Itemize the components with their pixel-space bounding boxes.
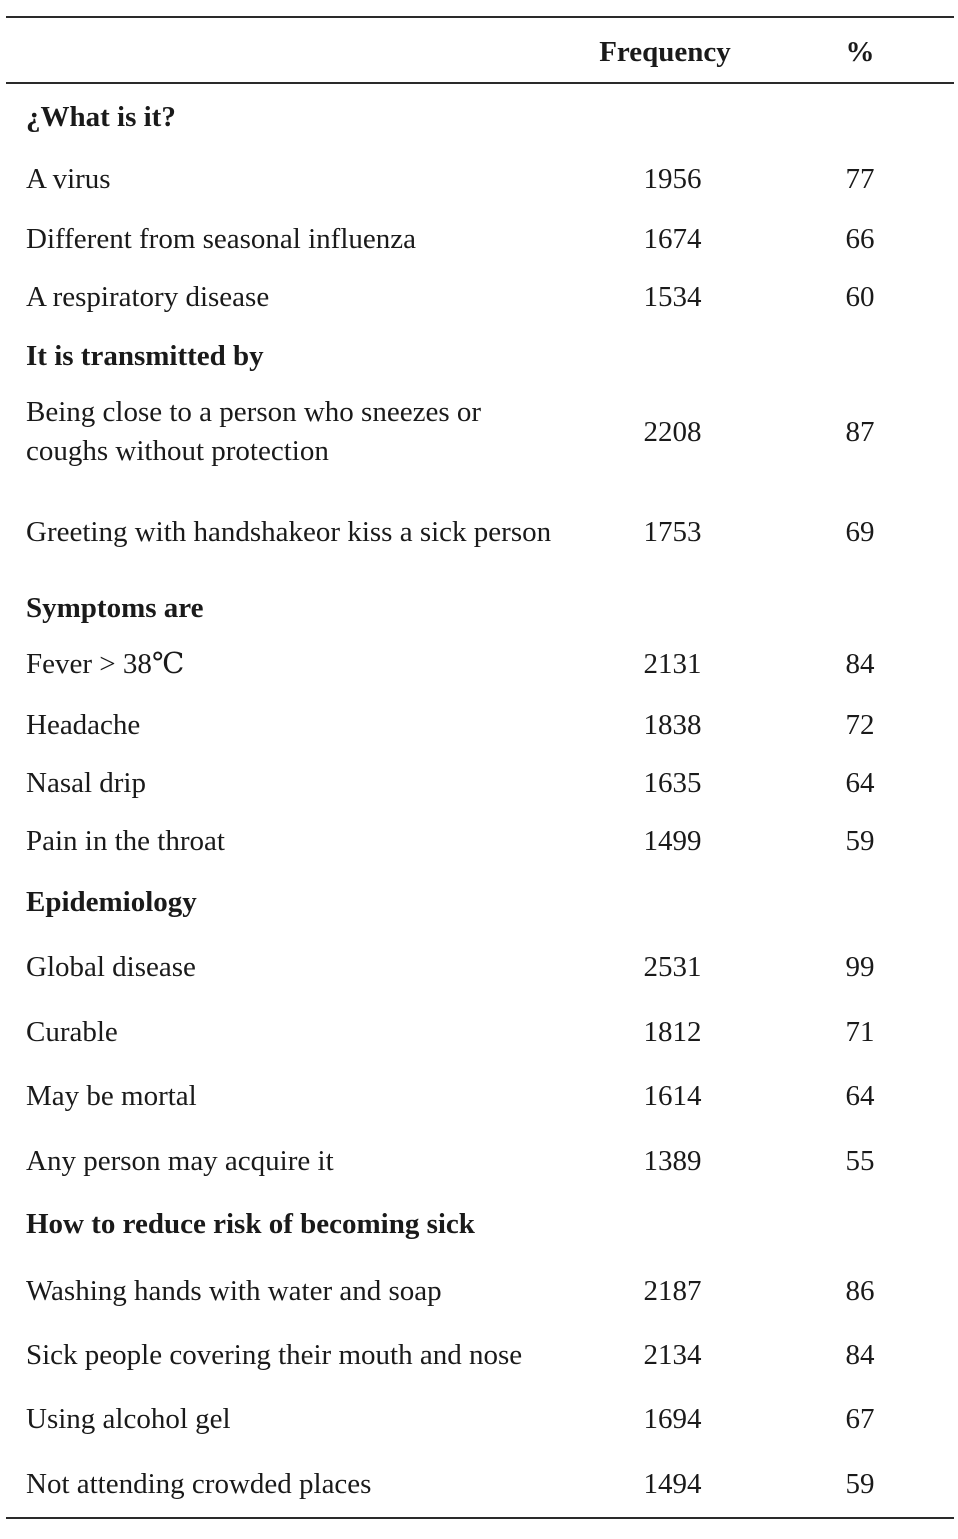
frequency-cell: 1838 — [643, 708, 702, 741]
row-label: Any person may acquire it — [26, 1144, 334, 1177]
table-row — [0, 639, 958, 689]
table-row — [0, 816, 958, 866]
percent-cell: 69 — [845, 515, 875, 548]
percent-cell: 64 — [845, 766, 875, 799]
percent-cell: 55 — [845, 1144, 875, 1177]
frequency-cell: 2187 — [643, 1274, 702, 1307]
table-row — [0, 1005, 958, 1059]
section-label: ¿What is it? — [26, 100, 176, 133]
table-row — [0, 154, 958, 204]
row-label: Washing hands with water and soap — [26, 1274, 442, 1307]
table-row — [0, 1392, 958, 1446]
percent-cell: 67 — [845, 1402, 875, 1435]
table-row — [0, 1328, 958, 1382]
percent-cell: 60 — [845, 280, 875, 313]
table-row — [0, 490, 958, 574]
section-label: How to reduce risk of becoming sick — [26, 1207, 475, 1240]
header-percent: % — [845, 36, 875, 68]
row-label: Curable — [26, 1015, 118, 1048]
row-label: Not attending crowded places — [26, 1467, 372, 1500]
section-header-row — [0, 874, 958, 930]
table-row — [0, 700, 958, 750]
row-label: Using alcohol gel — [26, 1402, 231, 1435]
table-row — [0, 214, 958, 264]
percent-cell: 77 — [845, 162, 875, 195]
percent-cell: 64 — [845, 1079, 875, 1112]
header-frequency: Frequency — [599, 36, 731, 68]
row-label: Greeting with handshakeor kiss a sick person — [26, 515, 552, 548]
table-row — [0, 1069, 958, 1123]
frequency-cell: 1614 — [643, 1079, 702, 1112]
frequency-cell: 2134 — [643, 1338, 702, 1371]
frequency-cell: 1956 — [643, 162, 702, 195]
row-label: A virus — [26, 162, 111, 195]
row-label: Sick people covering their mouth and nose — [26, 1338, 523, 1371]
frequency-cell: 1674 — [643, 222, 702, 255]
percent-cell: 59 — [845, 1467, 875, 1500]
section-label: It is transmitted by — [26, 339, 264, 372]
percent-cell: 87 — [845, 415, 875, 448]
frequency-cell: 2131 — [643, 647, 702, 680]
frequency-cell: 1694 — [643, 1402, 702, 1435]
percent-cell: 72 — [845, 708, 875, 741]
table-row — [0, 389, 958, 475]
percent-cell: 84 — [845, 647, 875, 680]
section-label: Symptoms are — [26, 591, 204, 624]
row-label: Nasal drip — [26, 766, 146, 799]
row-label: Pain in the throat — [26, 824, 225, 857]
frequency-cell: 1389 — [643, 1144, 702, 1177]
row-label: Different from seasonal influenza — [26, 222, 416, 255]
frequency-cell: 1635 — [643, 766, 702, 799]
table-row — [0, 940, 958, 994]
table-row — [0, 758, 958, 808]
percent-cell: 66 — [845, 222, 875, 255]
percent-cell: 71 — [845, 1015, 875, 1048]
table-row — [0, 1133, 958, 1189]
table-row — [0, 1264, 958, 1318]
row-label: May be mortal — [26, 1079, 197, 1112]
section-header-row — [0, 92, 958, 142]
table-bottom-rule — [6, 1517, 954, 1519]
frequency-cell: 2531 — [643, 950, 702, 983]
section-header-row — [0, 583, 958, 633]
row-label: Global disease — [26, 950, 196, 983]
percent-cell: 84 — [845, 1338, 875, 1371]
percent-cell: 86 — [845, 1274, 875, 1307]
frequency-cell: 1494 — [643, 1467, 702, 1500]
row-label: Fever > 38℃ — [26, 647, 185, 680]
frequency-cell: 1753 — [643, 515, 702, 548]
row-label: A respiratory disease — [26, 280, 270, 313]
table-row — [0, 272, 958, 322]
frequency-cell: 1534 — [643, 280, 702, 313]
row-label: Being close to a person who sneezes or coughs without protection — [26, 396, 482, 467]
frequency-cell: 1812 — [643, 1015, 702, 1048]
percent-cell: 99 — [845, 950, 875, 983]
percent-cell: 59 — [845, 824, 875, 857]
frequency-cell: 2208 — [643, 415, 702, 448]
row-label: Headache — [26, 708, 141, 741]
frequency-cell: 1499 — [643, 824, 702, 857]
section-label: Epidemiology — [26, 885, 197, 918]
section-header-row — [0, 331, 958, 381]
table-row — [0, 1457, 958, 1511]
section-header-row — [0, 1199, 958, 1249]
